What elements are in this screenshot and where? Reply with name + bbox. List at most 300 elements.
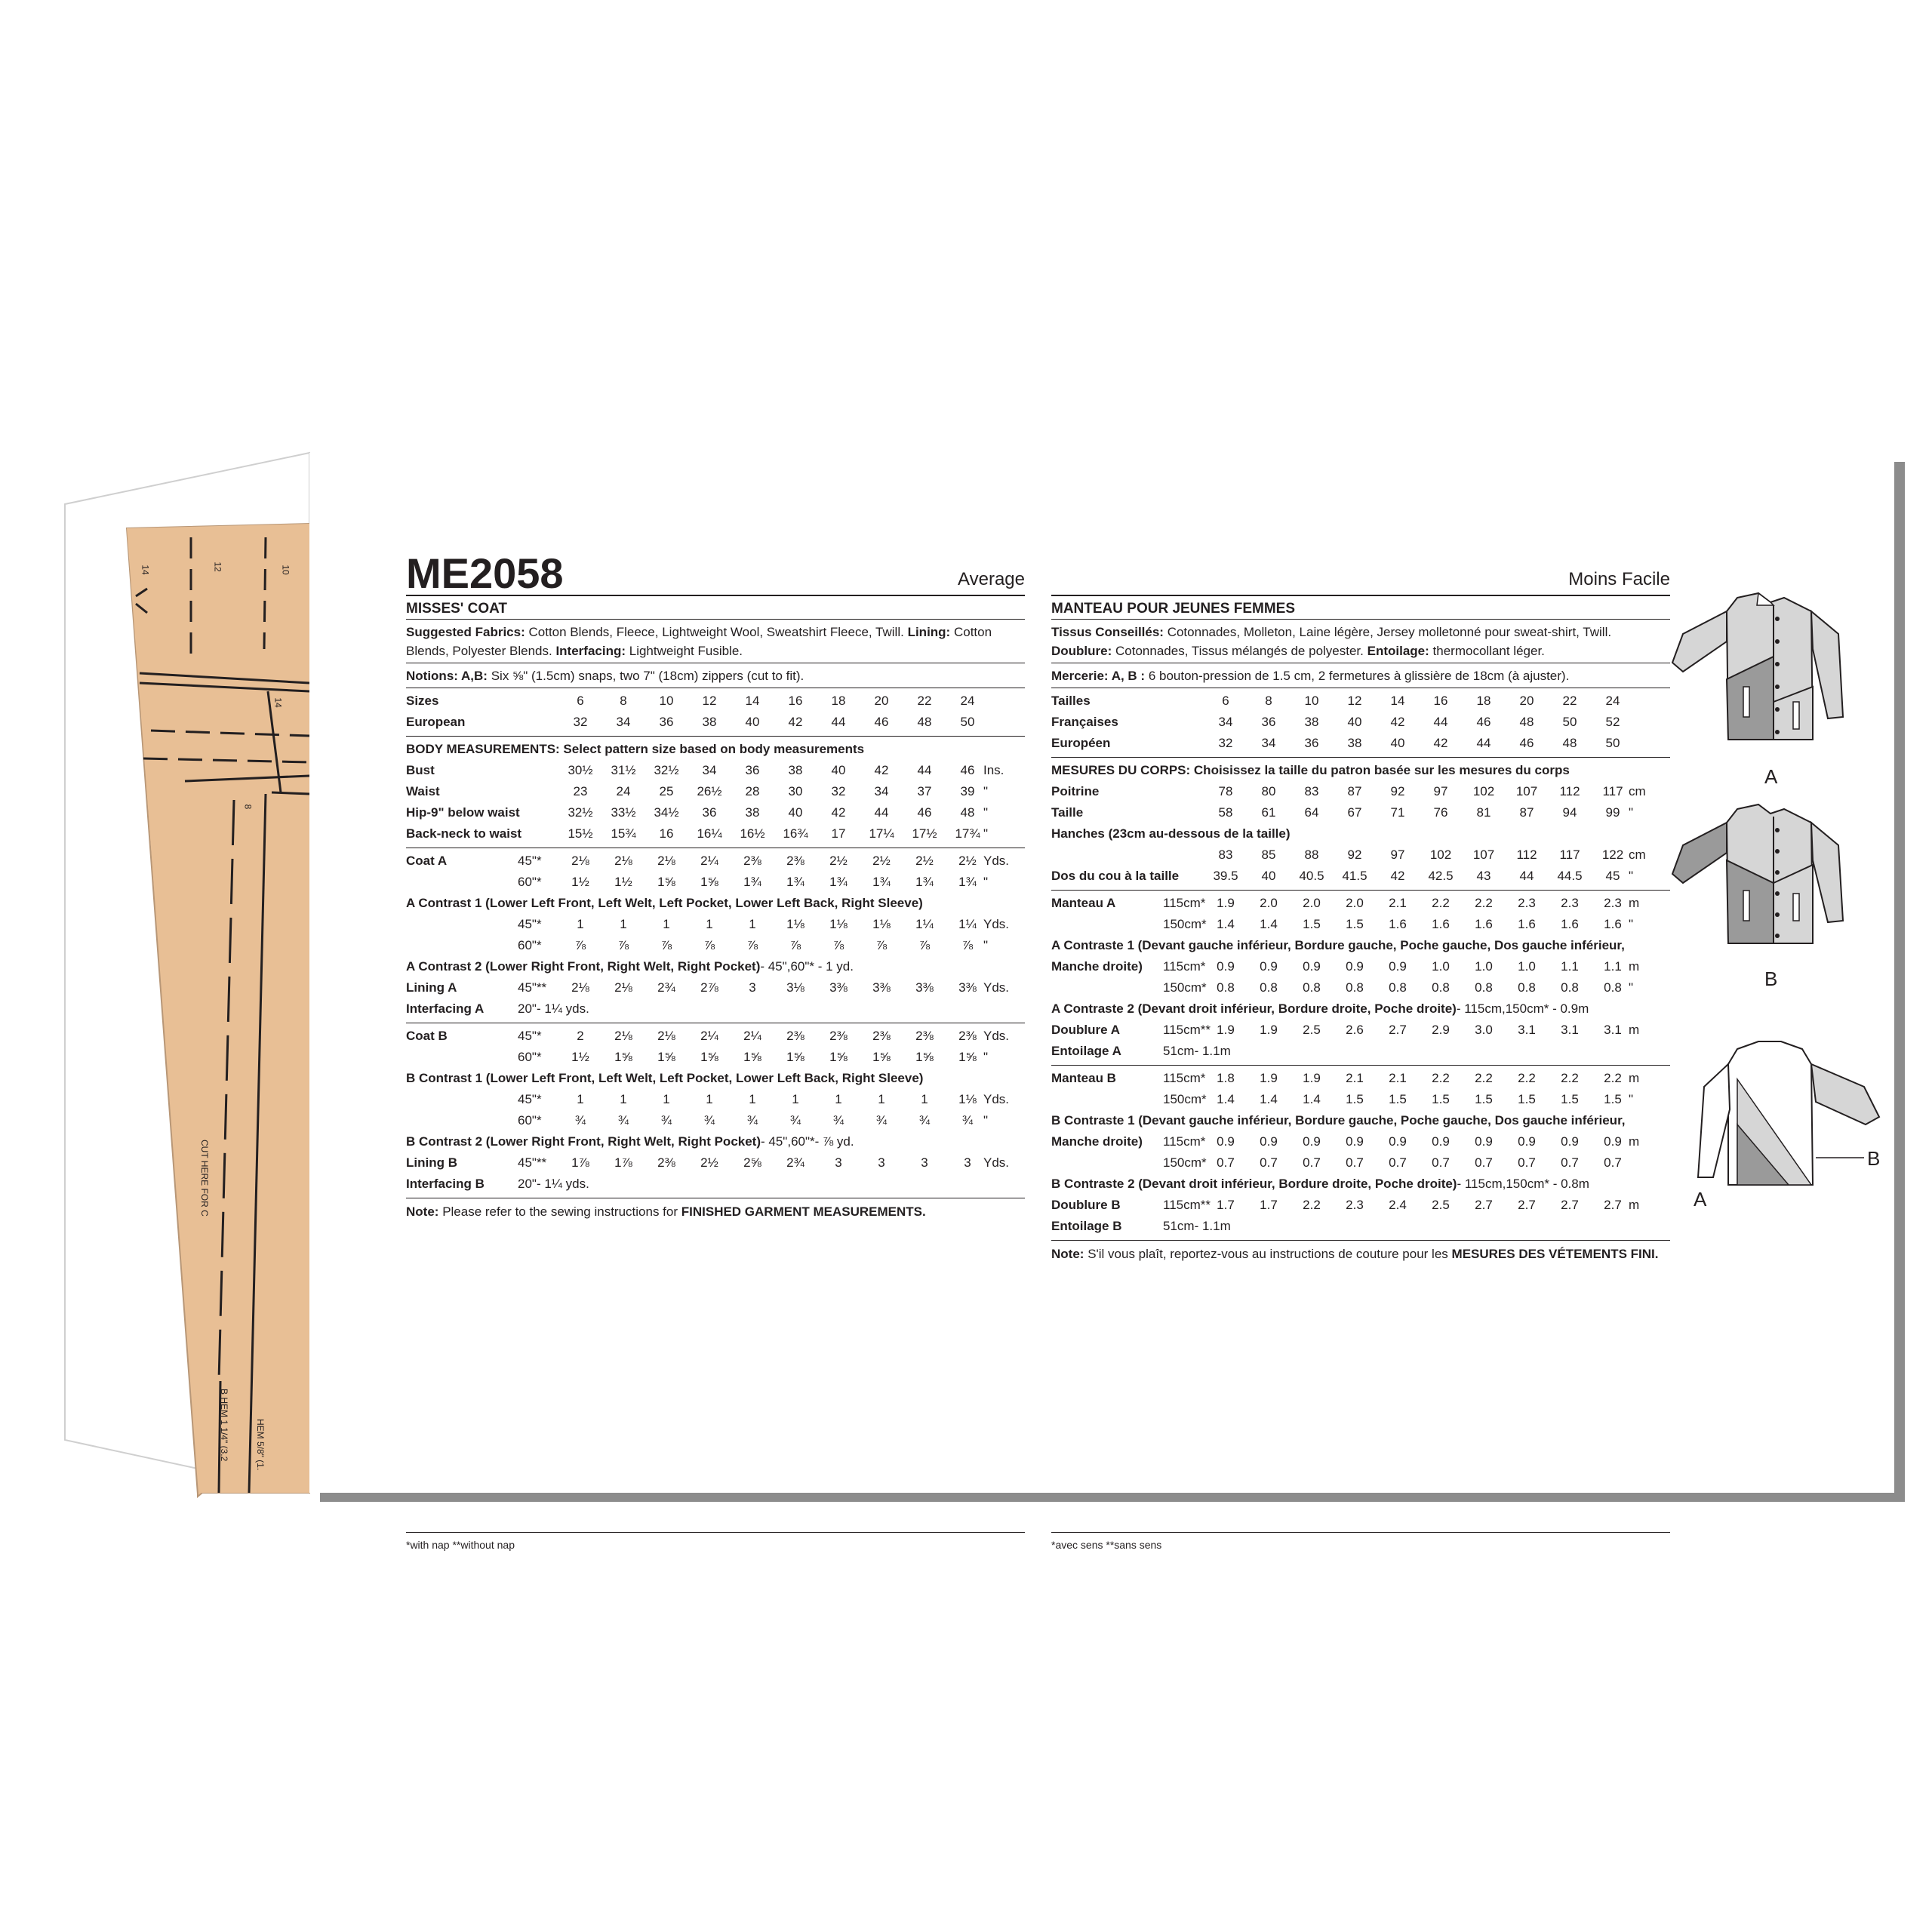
table-cell: 2.2 bbox=[1432, 896, 1450, 910]
row-label: Dos du cou à la taille bbox=[1051, 869, 1180, 883]
table-cell: 1¾ bbox=[872, 875, 891, 889]
fabric-width: 20"- 1¼ yds. bbox=[518, 1177, 589, 1191]
yardage-row bbox=[1051, 956, 1670, 977]
contrast2-text: - 45",60"*- ⅞ yd. bbox=[761, 1134, 854, 1149]
note-text-fr: S'il vous plaît, reportez-vous au instructions de couture pour les bbox=[1088, 1247, 1448, 1261]
table-cell: ¾ bbox=[875, 1113, 888, 1128]
unit: " bbox=[983, 938, 989, 952]
table-cell: 6 bbox=[577, 694, 584, 708]
contrast2-text: - 115cm,150cm* - 0.9m bbox=[1456, 1001, 1589, 1016]
table-cell: 38 bbox=[788, 763, 803, 777]
table-cell: 1 bbox=[577, 917, 584, 931]
table-cell: 48 bbox=[960, 805, 975, 820]
fabric-width: 20"- 1¼ yds. bbox=[518, 1001, 589, 1016]
notions-text-fr: 6 bouton-pression de 1.5 cm, 2 fermetures à glissière de 18cm (à ajuster). bbox=[1148, 669, 1570, 683]
coat-b-front-illustration bbox=[1668, 800, 1894, 966]
table-cell: 2.3 bbox=[1561, 896, 1579, 910]
table-cell: 3⅜ bbox=[872, 980, 891, 995]
row-label: Françaises bbox=[1051, 715, 1118, 729]
table-cell: 0.8 bbox=[1475, 980, 1493, 995]
table-cell: 1.8 bbox=[1217, 1071, 1235, 1085]
table-cell: ¾ bbox=[961, 1113, 974, 1128]
contrast2-heading-text bbox=[1051, 998, 1589, 1020]
english-column bbox=[406, 549, 1025, 1551]
yardage-view-b-fr bbox=[1051, 1066, 1670, 1241]
table-cell: 46 bbox=[917, 805, 932, 820]
table-cell: 1⅝ bbox=[614, 1050, 632, 1064]
table-cell: 0.7 bbox=[1389, 1155, 1407, 1170]
measurement-row bbox=[1051, 781, 1670, 802]
table-cell: 2.2 bbox=[1604, 1071, 1622, 1085]
table-cell: 36 bbox=[745, 763, 760, 777]
fabric-width: 60"* bbox=[518, 938, 542, 952]
yardage-row bbox=[1051, 893, 1670, 914]
table-cell: 1⅝ bbox=[958, 1050, 977, 1064]
table-cell: 0.8 bbox=[1217, 980, 1235, 995]
table-cell: 46 bbox=[1476, 715, 1491, 729]
table-cell: ¾ bbox=[660, 1113, 672, 1128]
row-label: Interfacing B bbox=[406, 1177, 485, 1191]
table-cell: 0.9 bbox=[1561, 1134, 1579, 1149]
size-table bbox=[406, 688, 1025, 737]
lining-text-fr: Cotonnades, Tissus mélangés de polyester. bbox=[1115, 644, 1364, 658]
table-cell: 2⅜ bbox=[872, 1029, 891, 1043]
table-cell: 2.7 bbox=[1475, 1198, 1493, 1212]
unit: " bbox=[983, 1050, 989, 1064]
table-cell: 0.9 bbox=[1260, 959, 1278, 974]
size-row bbox=[1051, 733, 1670, 754]
yardage-row bbox=[1051, 1152, 1670, 1174]
contrast2-heading-text bbox=[406, 1131, 854, 1152]
table-cell: 2⅜ bbox=[829, 1029, 848, 1043]
table-cell: 16¼ bbox=[697, 826, 722, 841]
table-cell: 99 bbox=[1605, 805, 1620, 820]
table-cell: 1.5 bbox=[1561, 1092, 1579, 1106]
unit: m bbox=[1629, 1134, 1640, 1149]
table-cell: 8 bbox=[1265, 694, 1272, 708]
contrast1-heading-text bbox=[1051, 1110, 1625, 1131]
table-cell: ¾ bbox=[574, 1113, 586, 1128]
unit: " bbox=[1629, 917, 1634, 931]
table-cell: 2.5 bbox=[1303, 1023, 1321, 1037]
unit: Yds. bbox=[983, 1092, 1010, 1106]
body-measurements bbox=[406, 737, 1025, 848]
table-cell: 3 bbox=[878, 1155, 885, 1170]
lining-label: Lining: bbox=[907, 625, 951, 639]
contrast1-label: B Contrast 1 (Lower Left Front, Left Welt, Left Pocket, Lower Left Back, Right Sleeve) bbox=[406, 1071, 924, 1085]
table-cell: 2.2 bbox=[1432, 1071, 1450, 1085]
table-cell: 1 bbox=[577, 1092, 584, 1106]
table-cell: 2.0 bbox=[1260, 896, 1278, 910]
table-cell: 17½ bbox=[912, 826, 937, 841]
fabrics-text: Cotton Blends, Fleece, Lightweight Wool, Sweatshirt Fleece, Twill. bbox=[528, 625, 904, 639]
table-cell: 3 bbox=[921, 1155, 928, 1170]
table-cell: 32 bbox=[1218, 736, 1233, 750]
table-cell: 1⅛ bbox=[786, 917, 804, 931]
table-cell: 48 bbox=[1562, 736, 1577, 750]
table-cell: 2¼ bbox=[743, 1029, 761, 1043]
table-cell: 34 bbox=[702, 763, 717, 777]
table-cell: 1.6 bbox=[1389, 917, 1407, 931]
table-cell: 2.0 bbox=[1303, 896, 1321, 910]
suggested-fabrics bbox=[406, 620, 1025, 663]
table-cell: 1.5 bbox=[1432, 1092, 1450, 1106]
table-cell: 40 bbox=[1347, 715, 1362, 729]
table-cell: 2⅜ bbox=[743, 854, 761, 868]
footnote-fr: *avec sens **sans sens bbox=[1051, 1532, 1670, 1551]
table-cell: 102 bbox=[1429, 848, 1452, 862]
table-cell: 1.1 bbox=[1604, 959, 1622, 974]
table-cell: 3⅜ bbox=[829, 980, 848, 995]
table-cell: 2.1 bbox=[1389, 1071, 1407, 1085]
difficulty-level: Average bbox=[958, 569, 1025, 589]
table-cell: 1.5 bbox=[1346, 1092, 1364, 1106]
yardage-view-a-fr bbox=[1051, 891, 1670, 1066]
table-cell: 2⅜ bbox=[786, 854, 804, 868]
unit: cm bbox=[1629, 784, 1646, 798]
measurement-row bbox=[406, 781, 1025, 802]
table-cell: 39 bbox=[960, 784, 975, 798]
table-cell: 32½ bbox=[654, 763, 679, 777]
table-cell: 28 bbox=[745, 784, 760, 798]
row-label: Manche droite) bbox=[1051, 959, 1143, 974]
table-cell: 1⅛ bbox=[958, 1092, 977, 1106]
table-cell: 3⅜ bbox=[915, 980, 934, 995]
table-cell: 1 bbox=[749, 1092, 756, 1106]
table-cell: 17¼ bbox=[869, 826, 894, 841]
table-cell: 2⅛ bbox=[614, 1029, 632, 1043]
table-cell: 1¾ bbox=[743, 875, 761, 889]
yardage-row bbox=[406, 872, 1025, 893]
fabrics-text-fr: Cotonnades, Molleton, Laine légère, Jersey molletonné pour sweat-shirt, Twill. bbox=[1167, 625, 1612, 639]
table-cell: 1¾ bbox=[915, 875, 934, 889]
table-cell: ¾ bbox=[617, 1113, 629, 1128]
suggested-fabrics-fr bbox=[1051, 620, 1670, 663]
yardage-row bbox=[406, 1047, 1025, 1068]
table-cell: 50 bbox=[1605, 736, 1620, 750]
pattern-mark-14a: 14 bbox=[140, 565, 151, 575]
table-cell: 16 bbox=[788, 694, 803, 708]
hip-label-fr: Hanches (23cm au-dessous de la taille) bbox=[1051, 826, 1291, 841]
table-cell: 2.6 bbox=[1346, 1023, 1364, 1037]
table-cell: 1.0 bbox=[1518, 959, 1536, 974]
table-cell: 42 bbox=[874, 763, 889, 777]
table-cell: ⅞ bbox=[617, 938, 629, 952]
table-cell: 80 bbox=[1261, 784, 1276, 798]
interfacing-row bbox=[1051, 1216, 1670, 1237]
table-cell: 2¼ bbox=[700, 1029, 718, 1043]
yardage-row bbox=[1051, 1131, 1670, 1152]
table-cell: 42.5 bbox=[1428, 869, 1454, 883]
table-cell: 1.9 bbox=[1217, 896, 1235, 910]
table-cell: 81 bbox=[1476, 805, 1491, 820]
table-cell: ¾ bbox=[832, 1113, 844, 1128]
table-cell: 1⅛ bbox=[872, 917, 891, 931]
table-cell: 1.4 bbox=[1260, 917, 1278, 931]
table-cell: 83 bbox=[1304, 784, 1319, 798]
yardage-row bbox=[406, 1110, 1025, 1131]
table-cell: 18 bbox=[1476, 694, 1491, 708]
interfacing-text-fr: thermocollant léger. bbox=[1432, 644, 1545, 658]
fabric-width: 51cm- 1.1m bbox=[1163, 1219, 1231, 1233]
size-row bbox=[406, 691, 1025, 712]
coat-illustrations bbox=[1668, 589, 1894, 1253]
table-cell: 1 bbox=[620, 1092, 627, 1106]
table-cell: 34½ bbox=[654, 805, 679, 820]
table-cell: 44.5 bbox=[1557, 869, 1583, 883]
table-cell: 42 bbox=[831, 805, 846, 820]
table-cell: 1¾ bbox=[786, 875, 804, 889]
table-cell: 46 bbox=[874, 715, 889, 729]
table-cell: 0.9 bbox=[1432, 1134, 1450, 1149]
table-cell: 71 bbox=[1390, 805, 1405, 820]
table-cell: 0.8 bbox=[1518, 980, 1536, 995]
table-cell: 2.9 bbox=[1432, 1023, 1450, 1037]
table-cell: 117 bbox=[1602, 784, 1623, 798]
table-cell: 44 bbox=[1433, 715, 1448, 729]
table-cell: 112 bbox=[1559, 784, 1580, 798]
unit: " bbox=[1629, 869, 1634, 883]
table-cell: 12 bbox=[1347, 694, 1362, 708]
table-cell: ⅞ bbox=[961, 938, 974, 952]
table-cell: 3.0 bbox=[1475, 1023, 1493, 1037]
unit: m bbox=[1629, 1071, 1640, 1085]
table-cell: 122 bbox=[1601, 848, 1624, 862]
yardage-view-b bbox=[406, 1023, 1025, 1198]
table-cell: 64 bbox=[1304, 805, 1319, 820]
table-cell: 40 bbox=[831, 763, 846, 777]
table-cell: 1 bbox=[663, 917, 670, 931]
table-cell: 0.7 bbox=[1561, 1155, 1579, 1170]
note bbox=[406, 1198, 1025, 1223]
view-b-label: B bbox=[1764, 968, 1778, 990]
table-cell: ⅞ bbox=[832, 938, 844, 952]
table-cell: 26½ bbox=[697, 784, 722, 798]
back-view-b-label: B bbox=[1867, 1147, 1881, 1170]
lining-row bbox=[1051, 1020, 1670, 1041]
pattern-mark-14b: 14 bbox=[272, 697, 284, 708]
garment-title-fr: MANTEAU POUR JEUNES FEMMES bbox=[1051, 596, 1670, 620]
table-cell: 1½ bbox=[571, 875, 589, 889]
table-cell: 2⅜ bbox=[958, 1029, 977, 1043]
table-cell: 30 bbox=[788, 784, 803, 798]
contrast2-heading bbox=[1051, 998, 1670, 1020]
unit: " bbox=[983, 1113, 989, 1128]
table-cell: 1.9 bbox=[1260, 1071, 1278, 1085]
table-cell: 2¾ bbox=[786, 1155, 804, 1170]
table-cell: 15¾ bbox=[611, 826, 636, 841]
contrast1-heading bbox=[406, 893, 1025, 914]
contrast2-text: - 45",60"* - 1 yd. bbox=[760, 959, 854, 974]
table-cell: 38 bbox=[1347, 736, 1362, 750]
table-cell: 1.5 bbox=[1346, 917, 1364, 931]
table-cell: 40 bbox=[788, 805, 803, 820]
table-cell: 1.0 bbox=[1475, 959, 1493, 974]
table-cell: 34 bbox=[1218, 715, 1233, 729]
table-cell: 40 bbox=[1261, 869, 1276, 883]
body-measurements-fr bbox=[1051, 758, 1670, 891]
table-cell: 1 bbox=[706, 917, 713, 931]
table-cell: 44 bbox=[1519, 869, 1534, 883]
table-cell: 0.9 bbox=[1303, 1134, 1321, 1149]
contrast1-label: A Contrast 1 (Lower Left Front, Left Welt, Left Pocket, Lower Left Back, Right Sleeve) bbox=[406, 896, 923, 910]
table-cell: ¾ bbox=[746, 1113, 758, 1128]
table-cell: 1.7 bbox=[1260, 1198, 1278, 1212]
table-cell: 1.9 bbox=[1260, 1023, 1278, 1037]
note-bold-fr: MESURES DES VÉTEMENTS FINI. bbox=[1451, 1247, 1659, 1261]
table-cell: 2½ bbox=[958, 854, 977, 868]
fabric-width: 150cm* bbox=[1163, 1092, 1207, 1106]
table-cell: 0.7 bbox=[1475, 1155, 1493, 1170]
measurement-row bbox=[1051, 844, 1670, 866]
table-cell: 112 bbox=[1516, 848, 1537, 862]
table-cell: 12 bbox=[702, 694, 717, 708]
contrast2-label: B Contrast 2 (Lower Right Front, Right Welt, Right Pocket) bbox=[406, 1134, 761, 1149]
yardage-row bbox=[406, 851, 1025, 872]
unit: Yds. bbox=[983, 854, 1010, 868]
lining-row bbox=[406, 977, 1025, 998]
table-cell: 1 bbox=[620, 917, 627, 931]
table-cell: 31½ bbox=[611, 763, 636, 777]
table-cell: 0.8 bbox=[1432, 980, 1450, 995]
table-cell: 0.9 bbox=[1604, 1134, 1622, 1149]
fabric-width: 115cm* bbox=[1163, 959, 1206, 974]
table-cell: 48 bbox=[1519, 715, 1534, 729]
table-cell: 0.8 bbox=[1303, 980, 1321, 995]
table-cell: 1 bbox=[749, 917, 756, 931]
table-cell: ⅞ bbox=[918, 938, 931, 952]
table-cell: 32 bbox=[831, 784, 846, 798]
unit: m bbox=[1629, 959, 1640, 974]
table-cell: 1⅝ bbox=[657, 1050, 675, 1064]
row-label: Poitrine bbox=[1051, 784, 1100, 798]
unit: " bbox=[983, 805, 989, 820]
row-label: Lining A bbox=[406, 980, 457, 995]
body-measurements-heading: BODY MEASUREMENTS: Select pattern size based on body measurements bbox=[406, 742, 865, 756]
table-cell: 38 bbox=[702, 715, 717, 729]
table-cell: 45 bbox=[1605, 869, 1620, 883]
table-cell: 3⅛ bbox=[786, 980, 804, 995]
table-cell: 52 bbox=[1605, 715, 1620, 729]
table-cell: 17 bbox=[831, 826, 846, 841]
yardage-row bbox=[406, 935, 1025, 956]
table-cell: 97 bbox=[1390, 848, 1405, 862]
table-cell: 1 bbox=[706, 1092, 713, 1106]
pattern-cut-here-label: CUT HERE FOR C bbox=[199, 1140, 210, 1217]
contrast2-heading bbox=[406, 956, 1025, 977]
table-cell: 1.6 bbox=[1475, 917, 1493, 931]
fabrics-label: Suggested Fabrics: bbox=[406, 625, 525, 639]
footnote: *with nap **without nap bbox=[406, 1532, 1025, 1551]
table-cell: 0.8 bbox=[1260, 980, 1278, 995]
row-label: Lining B bbox=[406, 1155, 457, 1170]
table-cell: 50 bbox=[960, 715, 975, 729]
pattern-b-hem-label: B HEM 1 1/4" (3.2 bbox=[219, 1389, 229, 1462]
instruction-sheet bbox=[309, 453, 1894, 1551]
row-label: Manteau B bbox=[1051, 1071, 1116, 1085]
row-label: Européen bbox=[1051, 736, 1111, 750]
fabrics-label-fr: Tissus Conseillés: bbox=[1051, 625, 1164, 639]
table-cell: 3 bbox=[749, 980, 756, 995]
row-label: Interfacing A bbox=[406, 1001, 485, 1016]
row-label: Tailles bbox=[1051, 694, 1091, 708]
table-cell: 0.9 bbox=[1389, 1134, 1407, 1149]
table-cell: 36 bbox=[702, 805, 717, 820]
unit: " bbox=[983, 875, 989, 889]
table-cell: 1.9 bbox=[1217, 1023, 1235, 1037]
table-cell: 107 bbox=[1472, 848, 1495, 862]
unit: m bbox=[1629, 1198, 1640, 1212]
table-cell: 42 bbox=[1433, 736, 1448, 750]
fabric-width: 150cm* bbox=[1163, 980, 1207, 995]
table-cell: 37 bbox=[917, 784, 932, 798]
note-text: Please refer to the sewing instructions for bbox=[442, 1204, 678, 1219]
table-cell: 44 bbox=[831, 715, 846, 729]
table-cell: 92 bbox=[1347, 848, 1362, 862]
interfacing-row bbox=[406, 998, 1025, 1020]
table-cell: 0.9 bbox=[1260, 1134, 1278, 1149]
table-cell: 0.7 bbox=[1432, 1155, 1450, 1170]
table-cell: 40.5 bbox=[1299, 869, 1324, 883]
table-cell: 2.3 bbox=[1604, 896, 1622, 910]
table-cell: 2⅛ bbox=[614, 980, 632, 995]
table-cell: 0.9 bbox=[1346, 1134, 1364, 1149]
contrast1-heading-text bbox=[1051, 935, 1625, 956]
table-cell: 1½ bbox=[571, 1050, 589, 1064]
table-cell: 1⅝ bbox=[743, 1050, 761, 1064]
difficulty-level-fr: Moins Facile bbox=[1568, 569, 1670, 589]
table-cell: 102 bbox=[1472, 784, 1495, 798]
table-cell: 1.7 bbox=[1217, 1198, 1235, 1212]
table-cell: 44 bbox=[1476, 736, 1491, 750]
notions-fr bbox=[1051, 663, 1670, 688]
table-cell: ¾ bbox=[789, 1113, 801, 1128]
table-cell: ⅞ bbox=[746, 938, 758, 952]
notions-text: Six ⅝" (1.5cm) snaps, two 7" (18cm) zippers (cut to fit). bbox=[491, 669, 804, 683]
contrast2-label: A Contrast 2 (Lower Right Front, Right Welt, Right Pocket) bbox=[406, 959, 761, 974]
table-cell: 1¼ bbox=[915, 917, 934, 931]
table-cell: 97 bbox=[1433, 784, 1448, 798]
table-cell: 1⅝ bbox=[700, 1050, 718, 1064]
lining-row bbox=[406, 1152, 1025, 1174]
table-cell: 85 bbox=[1261, 848, 1276, 862]
table-cell: 3.1 bbox=[1518, 1023, 1536, 1037]
unit: Yds. bbox=[983, 1029, 1010, 1043]
table-cell: 32 bbox=[573, 715, 588, 729]
table-cell: 1⅝ bbox=[786, 1050, 804, 1064]
table-cell: 0.9 bbox=[1389, 959, 1407, 974]
table-cell: 36 bbox=[1304, 736, 1319, 750]
table-cell: 44 bbox=[917, 763, 932, 777]
table-cell: 8 bbox=[620, 694, 627, 708]
table-cell: 1¾ bbox=[829, 875, 848, 889]
table-cell: 44 bbox=[874, 805, 889, 820]
table-cell: 2⅛ bbox=[571, 980, 589, 995]
table-cell: 0.8 bbox=[1389, 980, 1407, 995]
table-cell: 0.7 bbox=[1303, 1155, 1321, 1170]
unit: cm bbox=[1629, 848, 1646, 862]
fabric-width: 45"* bbox=[518, 1092, 542, 1106]
yardage-row bbox=[406, 1026, 1025, 1047]
table-cell: 1.0 bbox=[1432, 959, 1450, 974]
table-cell: 0.8 bbox=[1561, 980, 1579, 995]
fabric-width: 115cm** bbox=[1163, 1023, 1211, 1037]
table-cell: 1⅝ bbox=[700, 875, 718, 889]
table-cell: 3.1 bbox=[1561, 1023, 1579, 1037]
contrast2-label: B Contraste 2 (Devant droit inférieur, Bordure droite, Poche droite) bbox=[1051, 1177, 1457, 1191]
table-cell: 0.7 bbox=[1260, 1155, 1278, 1170]
fabric-width: 115cm* bbox=[1163, 1134, 1206, 1149]
